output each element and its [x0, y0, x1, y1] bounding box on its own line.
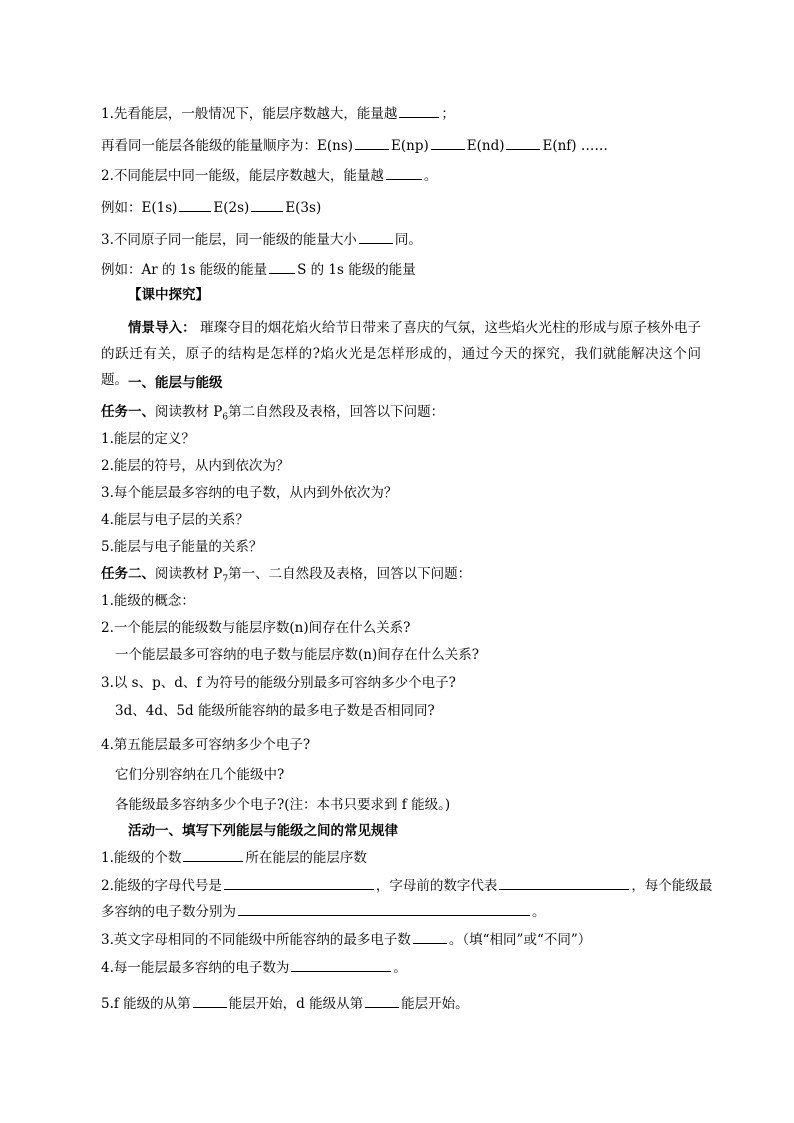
- fill-blank[interactable]: [499, 876, 629, 890]
- list-item: 3.每个能层最多容纳的电子数，从内到外依次为？: [101, 485, 398, 501]
- text: ，字母前的数字代表: [375, 878, 498, 894]
- fill-blank[interactable]: [193, 994, 227, 1008]
- text: 3.不同原子同一能层，同一能级的能量大小: [101, 232, 357, 248]
- fill-blank[interactable]: [179, 198, 211, 212]
- list-item: 3.以 s、p、d、f 为符号的能级分别最多可容纳多少个电子?: [101, 675, 456, 691]
- page-subscript: 6: [222, 412, 229, 423]
- fill-blank[interactable]: [269, 260, 295, 274]
- page-subscript: 7: [222, 574, 229, 585]
- intro-text: 璀璨夺目的烟花焰火给节日带来了喜庆的气氛，这些焰火光柱的形成与原子核外电子的跃迁有关，原子的结构是怎样的?焰火光是怎样形成的，通过今天的探究，我们就能解决这个问题。: [101, 320, 702, 388]
- text: E(nd): [466, 138, 505, 154]
- text: 3.英文字母相同的不同能级中所能容纳的最多电子数: [101, 932, 411, 948]
- fill-blank[interactable]: [431, 136, 465, 150]
- text: 例如：Ar 的 1s 能级的能量: [101, 262, 268, 278]
- text: 5.f 能级的从第: [101, 996, 191, 1012]
- task-label: 任务一、: [101, 404, 155, 420]
- text-line: [101, 930, 591, 949]
- activity-heading: [128, 822, 398, 840]
- fill-blank[interactable]: [386, 166, 422, 180]
- fill-blank[interactable]: [399, 104, 439, 118]
- text: 第一、二自然段及表格，回答以下问题：: [228, 566, 472, 582]
- text: 多容纳的电子数分别为: [101, 904, 236, 920]
- text: 。（填“相同”或“不同”）: [448, 932, 592, 948]
- list-item: 4.第五能层最多可容纳多少个电子?: [101, 737, 311, 753]
- fill-blank[interactable]: [355, 136, 389, 150]
- list-item: 4.能层与电子层的关系？: [101, 512, 249, 528]
- list-item: 2.一个能层的能级数与能层序数(n)间存在什么关系?: [101, 620, 411, 636]
- text: ；: [441, 106, 455, 122]
- text: 再看同一能层各能级的能量顺序为：E(ns): [101, 138, 354, 154]
- text: 。: [393, 960, 407, 976]
- fill-blank[interactable]: [224, 876, 374, 890]
- text: 阅读教材 P: [155, 566, 223, 582]
- text-line: [101, 230, 422, 249]
- text: 4.每一能层最多容纳的电子数为: [101, 960, 290, 976]
- text: 例如：E(1s): [101, 200, 178, 216]
- list-item: 2.能层的符号，从内到依次为？: [101, 458, 290, 474]
- fill-blank[interactable]: [291, 958, 391, 972]
- list-item: 1.能层的定义？: [101, 431, 195, 447]
- text: ，每个能级最: [631, 878, 713, 894]
- fill-blank[interactable]: [413, 930, 447, 944]
- text-line: [101, 166, 437, 185]
- text: 1.能级的个数: [101, 850, 182, 866]
- text: 2.能级的字母代号是: [101, 878, 222, 894]
- list-item: 它们分别容纳在几个能级中?: [115, 767, 285, 783]
- task-heading: [101, 565, 471, 589]
- text-line: [101, 260, 416, 279]
- text: 1.先看能层，一般情况下，能层序数越大，能量越: [101, 106, 398, 122]
- text: 。: [532, 904, 546, 920]
- list-item: 3d、4d、5d 能级所能容纳的最多电子数是否相同同?: [115, 703, 435, 719]
- text-line: [101, 994, 469, 1013]
- text-line: [101, 902, 546, 921]
- text: E(2s): [213, 200, 250, 216]
- list-item: 5.能层与电子能量的关系？: [101, 539, 263, 555]
- fill-blank[interactable]: [238, 902, 530, 916]
- text-line: [101, 104, 455, 123]
- text: E(3s): [285, 200, 322, 216]
- text: E(nf) ……: [542, 138, 608, 154]
- fill-blank[interactable]: [365, 994, 399, 1008]
- task-label: 任务二、: [101, 566, 155, 582]
- text-line: [101, 848, 367, 867]
- text: 所在能层的能层序数: [245, 850, 367, 866]
- task-heading: [101, 403, 444, 427]
- text: S 的 1s 能级的能量: [297, 262, 416, 278]
- fill-blank[interactable]: [251, 198, 283, 212]
- text: 同。: [394, 232, 422, 248]
- activity-label: 活动一、: [128, 823, 182, 839]
- text: 阅读教材 P: [155, 404, 223, 420]
- text-line: [101, 958, 407, 977]
- fill-blank[interactable]: [183, 848, 243, 862]
- text: 能层开始，d 能级从第: [228, 996, 364, 1012]
- activity-text: 填写下列能层与能级之间的常见规律: [182, 823, 398, 839]
- list-item: 一个能层最多可容纳的电子数与能层序数(n)间存在什么关系?: [115, 647, 479, 663]
- list-item: 1.能级的概念：: [101, 593, 195, 609]
- text: 2.不同能层中同一能级，能层序数越大，能量越: [101, 168, 384, 184]
- text-line: [101, 136, 608, 155]
- section-title: 【课中探究】: [128, 287, 209, 303]
- fill-blank[interactable]: [359, 230, 393, 244]
- text: 。: [423, 168, 438, 184]
- text-line: [101, 876, 712, 895]
- part-heading: 一、能层与能级: [128, 375, 223, 391]
- text-line: [101, 198, 321, 217]
- intro-label: 情景导入：: [128, 320, 196, 336]
- fill-blank[interactable]: [506, 136, 540, 150]
- text: 能层开始。: [401, 996, 469, 1012]
- text: E(np): [391, 138, 429, 154]
- list-item: 各能级最多容纳多少个电子?(注：本书只要求到 f 能级。): [115, 797, 451, 813]
- text: 第二自然段及表格，回答以下问题：: [228, 404, 445, 420]
